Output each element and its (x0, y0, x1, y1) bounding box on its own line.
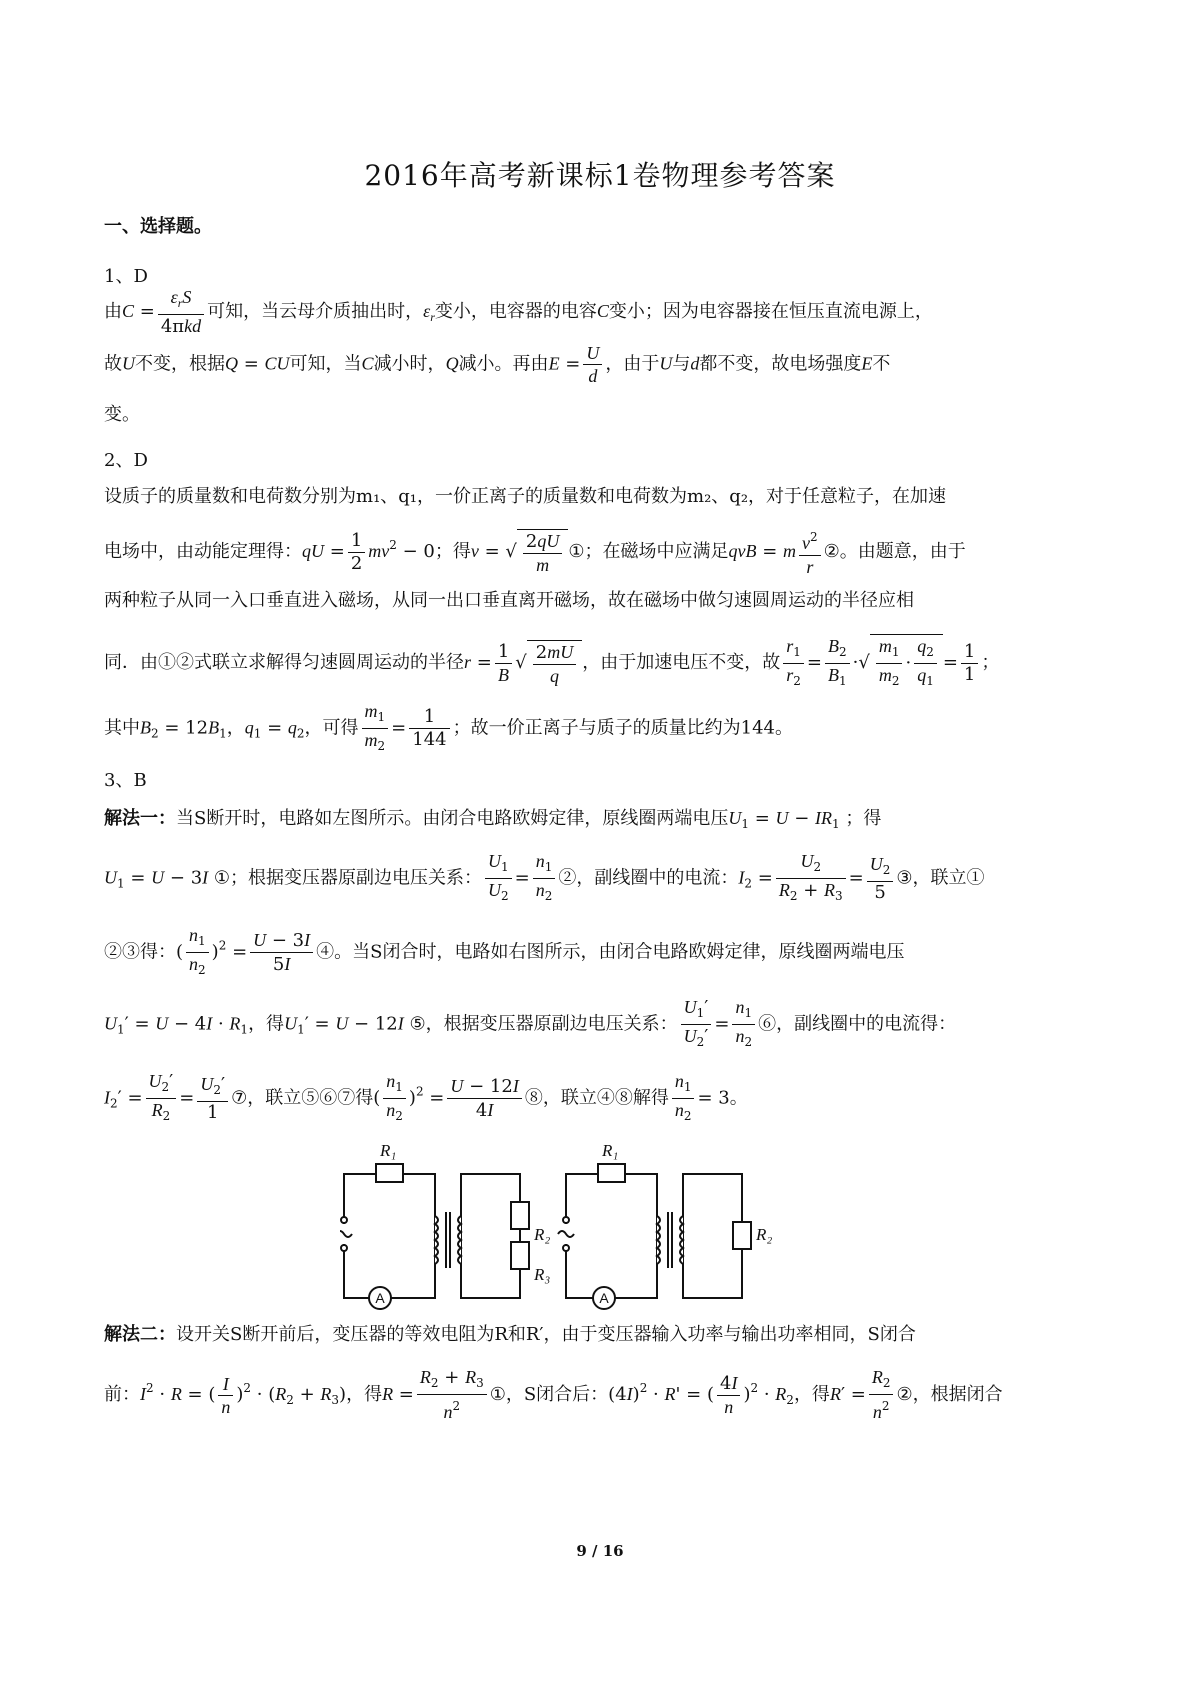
right-primary-coil (657, 1216, 660, 1264)
right-r1-label: R₁ (602, 1141, 619, 1160)
left-r2-resistor (511, 1202, 529, 1229)
circuit-diagram (340, 1138, 860, 1313)
right-ammeter-label: A (599, 1290, 609, 1306)
left-secondary-loop (461, 1174, 520, 1298)
left-r1-resistor (376, 1164, 403, 1182)
left-primary-coil (435, 1216, 438, 1264)
answer-2-line-2: 电场中，由动能定理得：qU = $\frac{1}{2}$ $mv^2 - 0$；得v = √ $\frac{2qU}{m}$ ①；在磁场中应满足qvB = m $\frac{v^2}{r}$ ②。由题意，由于 (104, 526, 1100, 578)
answer-2-line-4: 同．由①②式联立求解得匀速圆周运动的半径r = $\frac{1}{B}$ √ $\frac{2mU}{q}$ ，由于加速电压不变，故 $\frac{r_1}{r_2}$ = $\frac{B_2}{B_1}$ ·√ $\frac{m_1}{m_2}$ · $\frac{q_2}{q_1}$ = $\frac{1}{1}$ ； (104, 634, 1100, 692)
left-primary-loop (344, 1174, 435, 1298)
answer-3-label: 3、B (104, 770, 147, 791)
answer-3-method2-line-2: 前：$I^2 \cdot R$ = ( $\frac{I}{n}$ )$^2 \cdot (R_2 + R_3)$，得R = $\frac{R_2 + R_3}{n^2}$ ①，S闭合后：$(4I)^2 \cdot R'$ = ( $\frac{4I}{n}$ )$^2 \cdot R_2$，得R′ = $\frac{R_2}{n^2}$ ②，根据闭合 (104, 1367, 1003, 1422)
left-r2-label: R₂ (534, 1225, 551, 1244)
answer-1-line-3: 变。 (104, 404, 140, 425)
left-ammeter-label: A (375, 1290, 385, 1306)
page-number: 9 / 16 (576, 1542, 624, 1560)
answer-3-line-4: $U_1' = U - 4I \cdot R_1$，得$U_1' = U - 12I$ ⑤，根据变压器原副边电压关系： $\frac{U_1'}{U_2'}$ = $\frac{n_1}{n_2}$ ⑥，副线圈中的电流得： (104, 997, 957, 1049)
left-secondary-coil (458, 1216, 461, 1264)
answer-3-line-5: $I_2'$ = $\frac{U_2'}{R_2}$ = $\frac{U_2'}{1}$ ⑦，联立⑤⑥⑦得( $\frac{n_1}{n_2}$ )$^2$ = $\frac{U - 12I}{4I}$ ⑧，联立④⑧解得 $\frac{n_1}{n_2}$ = 3。 (104, 1071, 748, 1123)
answer-2-line-1: 设质子的质量数和电荷数分别为m₁、q₁，一价正离子的质量数和电荷数为m₂、q₂，对于任意粒子，在加速 (104, 486, 947, 507)
answer-2-line-3: 两种粒子从同一入口垂直进入磁场，从同一出口垂直离开磁场，故在磁场中做匀速圆周运动的半径应相 (104, 590, 914, 611)
right-r2-resistor (733, 1222, 751, 1249)
page-title: 2016年高考新课标1卷物理参考答案 (364, 159, 836, 192)
left-r3-label: R₃ (534, 1265, 551, 1284)
left-r3-resistor (511, 1242, 529, 1269)
right-secondary-coil (680, 1216, 683, 1264)
right-r2-label: R₂ (756, 1225, 773, 1244)
answer-1-line-1: 由C = $\frac{\varepsilon_rS}{\text{4πkd}}$ 可知，当云母介质抽出时，$\varepsilon_r$变小，电容器的电容C变小；因为电容器接在恒压直流电源上， (104, 287, 933, 337)
answer-3-method2-line-1: 解法二：设开关S断开前后，变压器的等效电阻为R和R′，由于变压器输入功率与输出功率相同，S闭合 (104, 1324, 916, 1345)
answer-3-line-3: ②③得：( $\frac{n_1}{n_2}$ )$^2$ = $\frac{U - 3I}{5I}$ ④。当S闭合时，电路如右图所示，由闭合电路欧姆定律，原线圈两端电压 (104, 925, 905, 977)
answer-2-label: 2、D (104, 450, 148, 471)
answer-3-line-1: 解法一：当S断开时，电路如左图所示。由闭合电路欧姆定律，原线圈两端电压$U_1 = U - IR_1$ ；得 (104, 808, 882, 831)
answer-1-line-2: 故U不变，根据Q = CU可知，当C减小时，Q减小。再由E = $\frac{U}{d}$ ，由于U与d都不变，故电场强度E不 (104, 343, 891, 386)
answer-3-line-2: $U_1 = U - 3I$ ①；根据变压器原副边电压关系： $\frac{U_1}{U_2}$ = $\frac{n_1}{n_2}$ ②，副线圈中的电流：$I_2$ = $\frac{U_2}{R_2 + R_3}$ = $\frac{U_2}{5}$ ③，联立① (104, 851, 985, 903)
right-r1-resistor (598, 1164, 625, 1182)
section-heading: 一、选择题。 (104, 216, 212, 237)
answer-2-line-5: 其中$B_2 = 12B_1$，$q_1 = q_2$，可得 $\frac{m_1}{m_2}$ = $\frac{1}{144}$ ；故一价正离子与质子的质量比约为144。 (104, 701, 793, 753)
answer-1-label: 1、D (104, 266, 148, 287)
right-primary-loop (566, 1174, 657, 1298)
left-r1-label: R₁ (380, 1141, 397, 1160)
